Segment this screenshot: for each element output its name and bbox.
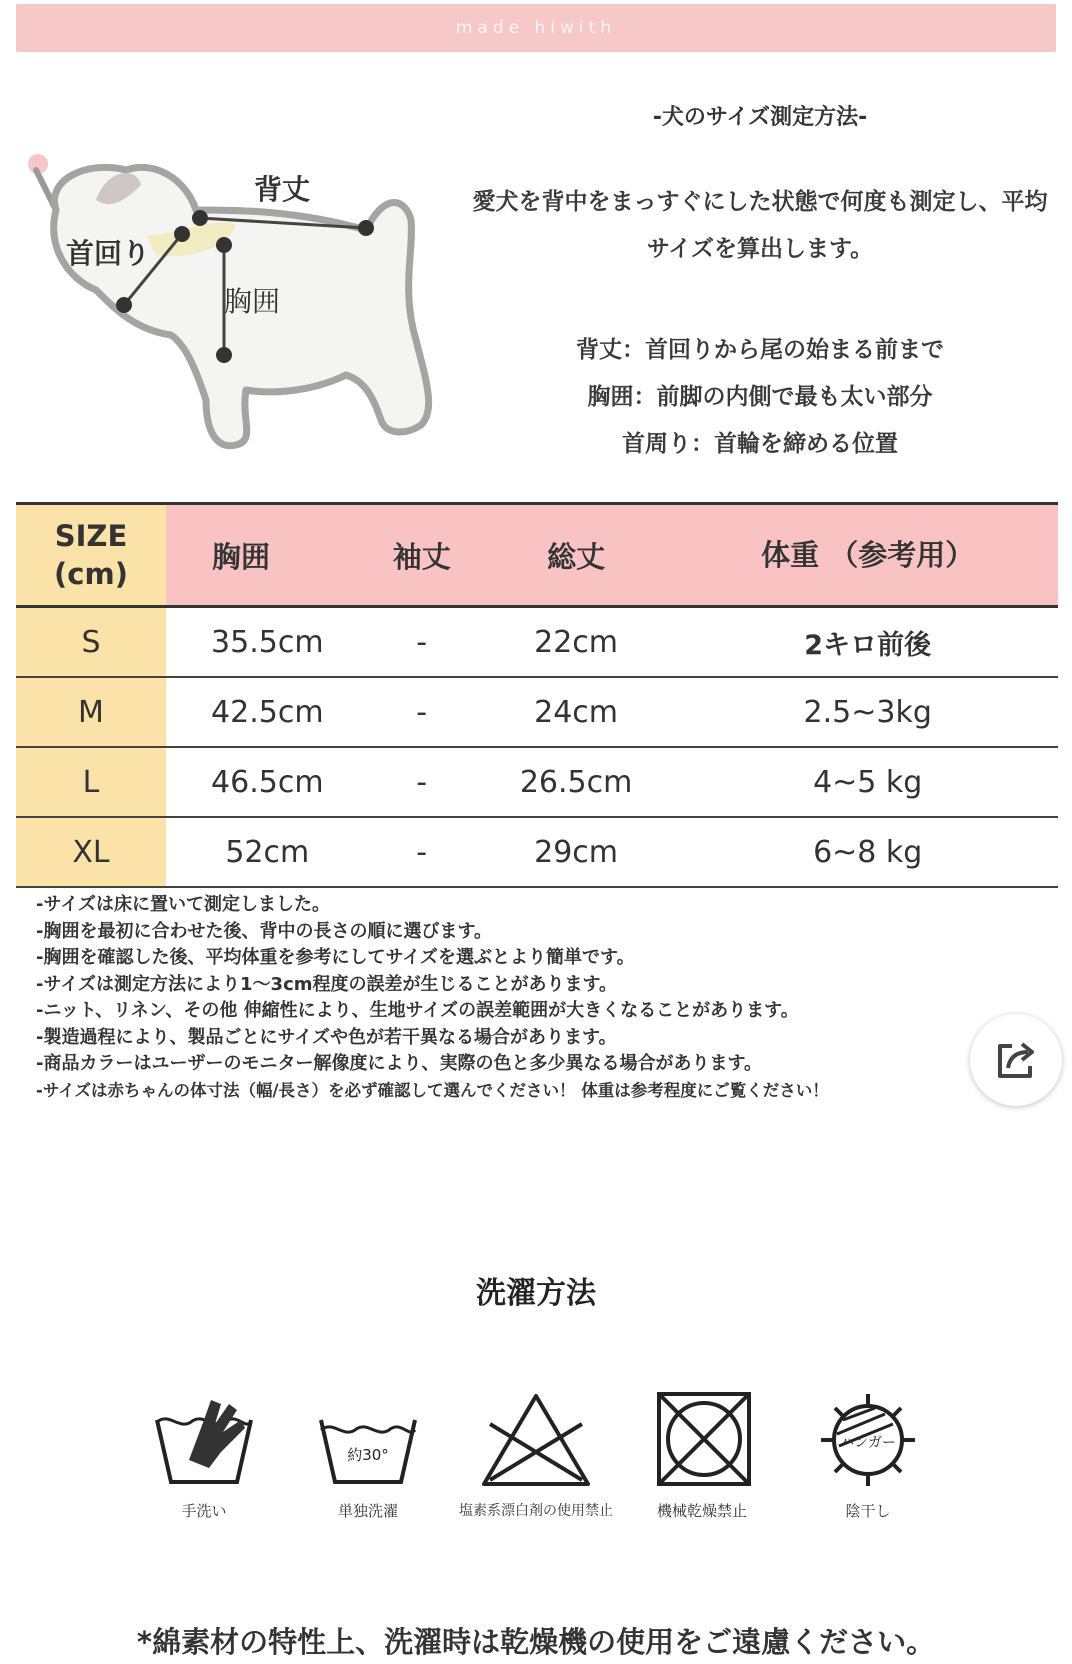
- note-item: -製造過程により、製品ごとにサイズや色が若干異なる場合があります。: [36, 1026, 617, 1048]
- washing-title: 洗濯方法: [476, 1276, 596, 1311]
- note-item: -胸囲を確認した後、平均体重を参考にしてサイズを選ぶとより簡単です。: [36, 947, 635, 968]
- cell-weight: 2キロ前後: [677, 607, 1058, 678]
- share-icon: [992, 1036, 1040, 1084]
- no-tumble-dry-icon: [647, 1390, 757, 1490]
- cell-length: 26.5cm: [475, 747, 678, 817]
- cell-size: S: [16, 607, 166, 678]
- cell-size: M: [16, 677, 166, 747]
- header-size: SIZE (cm): [16, 504, 166, 607]
- back-length-label: 背丈: [254, 173, 311, 206]
- table-row: [16, 747, 1058, 817]
- wash-30-icon: [313, 1390, 423, 1490]
- cell-chest: 52cm: [166, 817, 369, 887]
- wash-temp: 約30°: [347, 1446, 389, 1464]
- measure-description: 愛犬を背中をまっすぐにした状態で何度も測定し、平均サイズを算出します。: [472, 189, 1048, 262]
- cell-chest: 42.5cm: [166, 677, 369, 747]
- no-bleach-icon: [476, 1390, 596, 1490]
- wash-item: [456, 1390, 616, 1520]
- wash-item: [134, 1390, 274, 1521]
- wash-label: 陰干し: [845, 1502, 891, 1520]
- hand-wash-icon: [149, 1390, 259, 1490]
- shade-dry-sub: ハンガー: [840, 1435, 896, 1451]
- size-notes: [36, 892, 936, 1104]
- measure-instructions: [470, 100, 1050, 468]
- neck-label: 首回り: [66, 237, 151, 270]
- cell-chest: 35.5cm: [166, 607, 369, 678]
- cell-sleeve: -: [369, 677, 475, 747]
- note-item: -サイズは赤ちゃんの体寸法（幅/長さ）を必ず確認して選んでください！ 体重は参考程度にご覧ください！: [36, 1080, 829, 1100]
- cell-length: 24cm: [475, 677, 678, 747]
- header-length: 総丈: [475, 504, 678, 607]
- size-table: [16, 502, 1058, 888]
- note-item: -サイズは測定方法により1～3cm程度の誤差が生じることがあります。: [36, 973, 618, 995]
- cell-chest: 46.5cm: [166, 747, 369, 817]
- brand-text: made hiwith: [455, 18, 617, 38]
- measure-title: -犬のサイズ測定方法-: [652, 105, 868, 130]
- table-row: [16, 677, 1058, 747]
- cell-weight: 2.5~3kg: [677, 677, 1058, 747]
- cell-size: XL: [16, 817, 166, 887]
- header-chest: 胸囲: [166, 504, 369, 607]
- measure-line-neck: 首周り：首輪を締める位置: [622, 431, 898, 457]
- header-sleeve: 袖丈: [369, 504, 475, 607]
- note-item: -サイズは床に置いて測定しました。: [36, 894, 331, 915]
- cell-sleeve: -: [369, 607, 475, 678]
- wash-label: 手洗い: [181, 1502, 227, 1520]
- table-row: [16, 817, 1058, 887]
- table-row: [16, 607, 1058, 678]
- header-weight: 体重 （参考用）: [677, 504, 1058, 607]
- note-item: -商品カラーはユーザーのモニター解像度により、実際の色と多少異なる場合があります。: [36, 1053, 763, 1074]
- wash-item: [632, 1390, 772, 1521]
- wash-label: 塩素系漂白剤の使用禁止: [459, 1503, 613, 1519]
- wash-item: [298, 1390, 438, 1521]
- washing-footnote: *綿素材の特性上、洗濯時は乾燥機の使用をご遠慮ください。: [136, 1625, 936, 1659]
- measure-line-chest: 胸囲：前脚の内側で最も太い部分: [587, 384, 933, 410]
- cell-sleeve: -: [369, 747, 475, 817]
- wash-item: [798, 1390, 938, 1521]
- cell-length: 22cm: [475, 607, 678, 678]
- size-table-header: [16, 504, 1058, 607]
- measure-lines: [470, 327, 1050, 468]
- chest-label: 胸囲: [224, 285, 281, 318]
- cell-weight: 4~5 kg: [677, 747, 1058, 817]
- cell-length: 29cm: [475, 817, 678, 887]
- share-button[interactable]: [970, 1014, 1062, 1106]
- wash-label: 機械乾燥禁止: [656, 1502, 747, 1520]
- cell-sleeve: -: [369, 817, 475, 887]
- note-item: -胸囲を最初に合わせた後、背中の長さの順に選びます。: [36, 920, 493, 942]
- cell-weight: 6~8 kg: [677, 817, 1058, 887]
- dog-measure-diagram: [16, 140, 456, 470]
- note-item: -ニット、リネン、その他 伸縮性により、生地サイズの誤差範囲が大きくなることがあります。: [36, 1000, 799, 1021]
- brand-banner: [16, 4, 1056, 52]
- wash-label: 単独洗濯: [337, 1502, 398, 1520]
- cell-size: L: [16, 747, 166, 817]
- measure-line-back: 背丈：首回りから尾の始まる前まで: [576, 337, 944, 363]
